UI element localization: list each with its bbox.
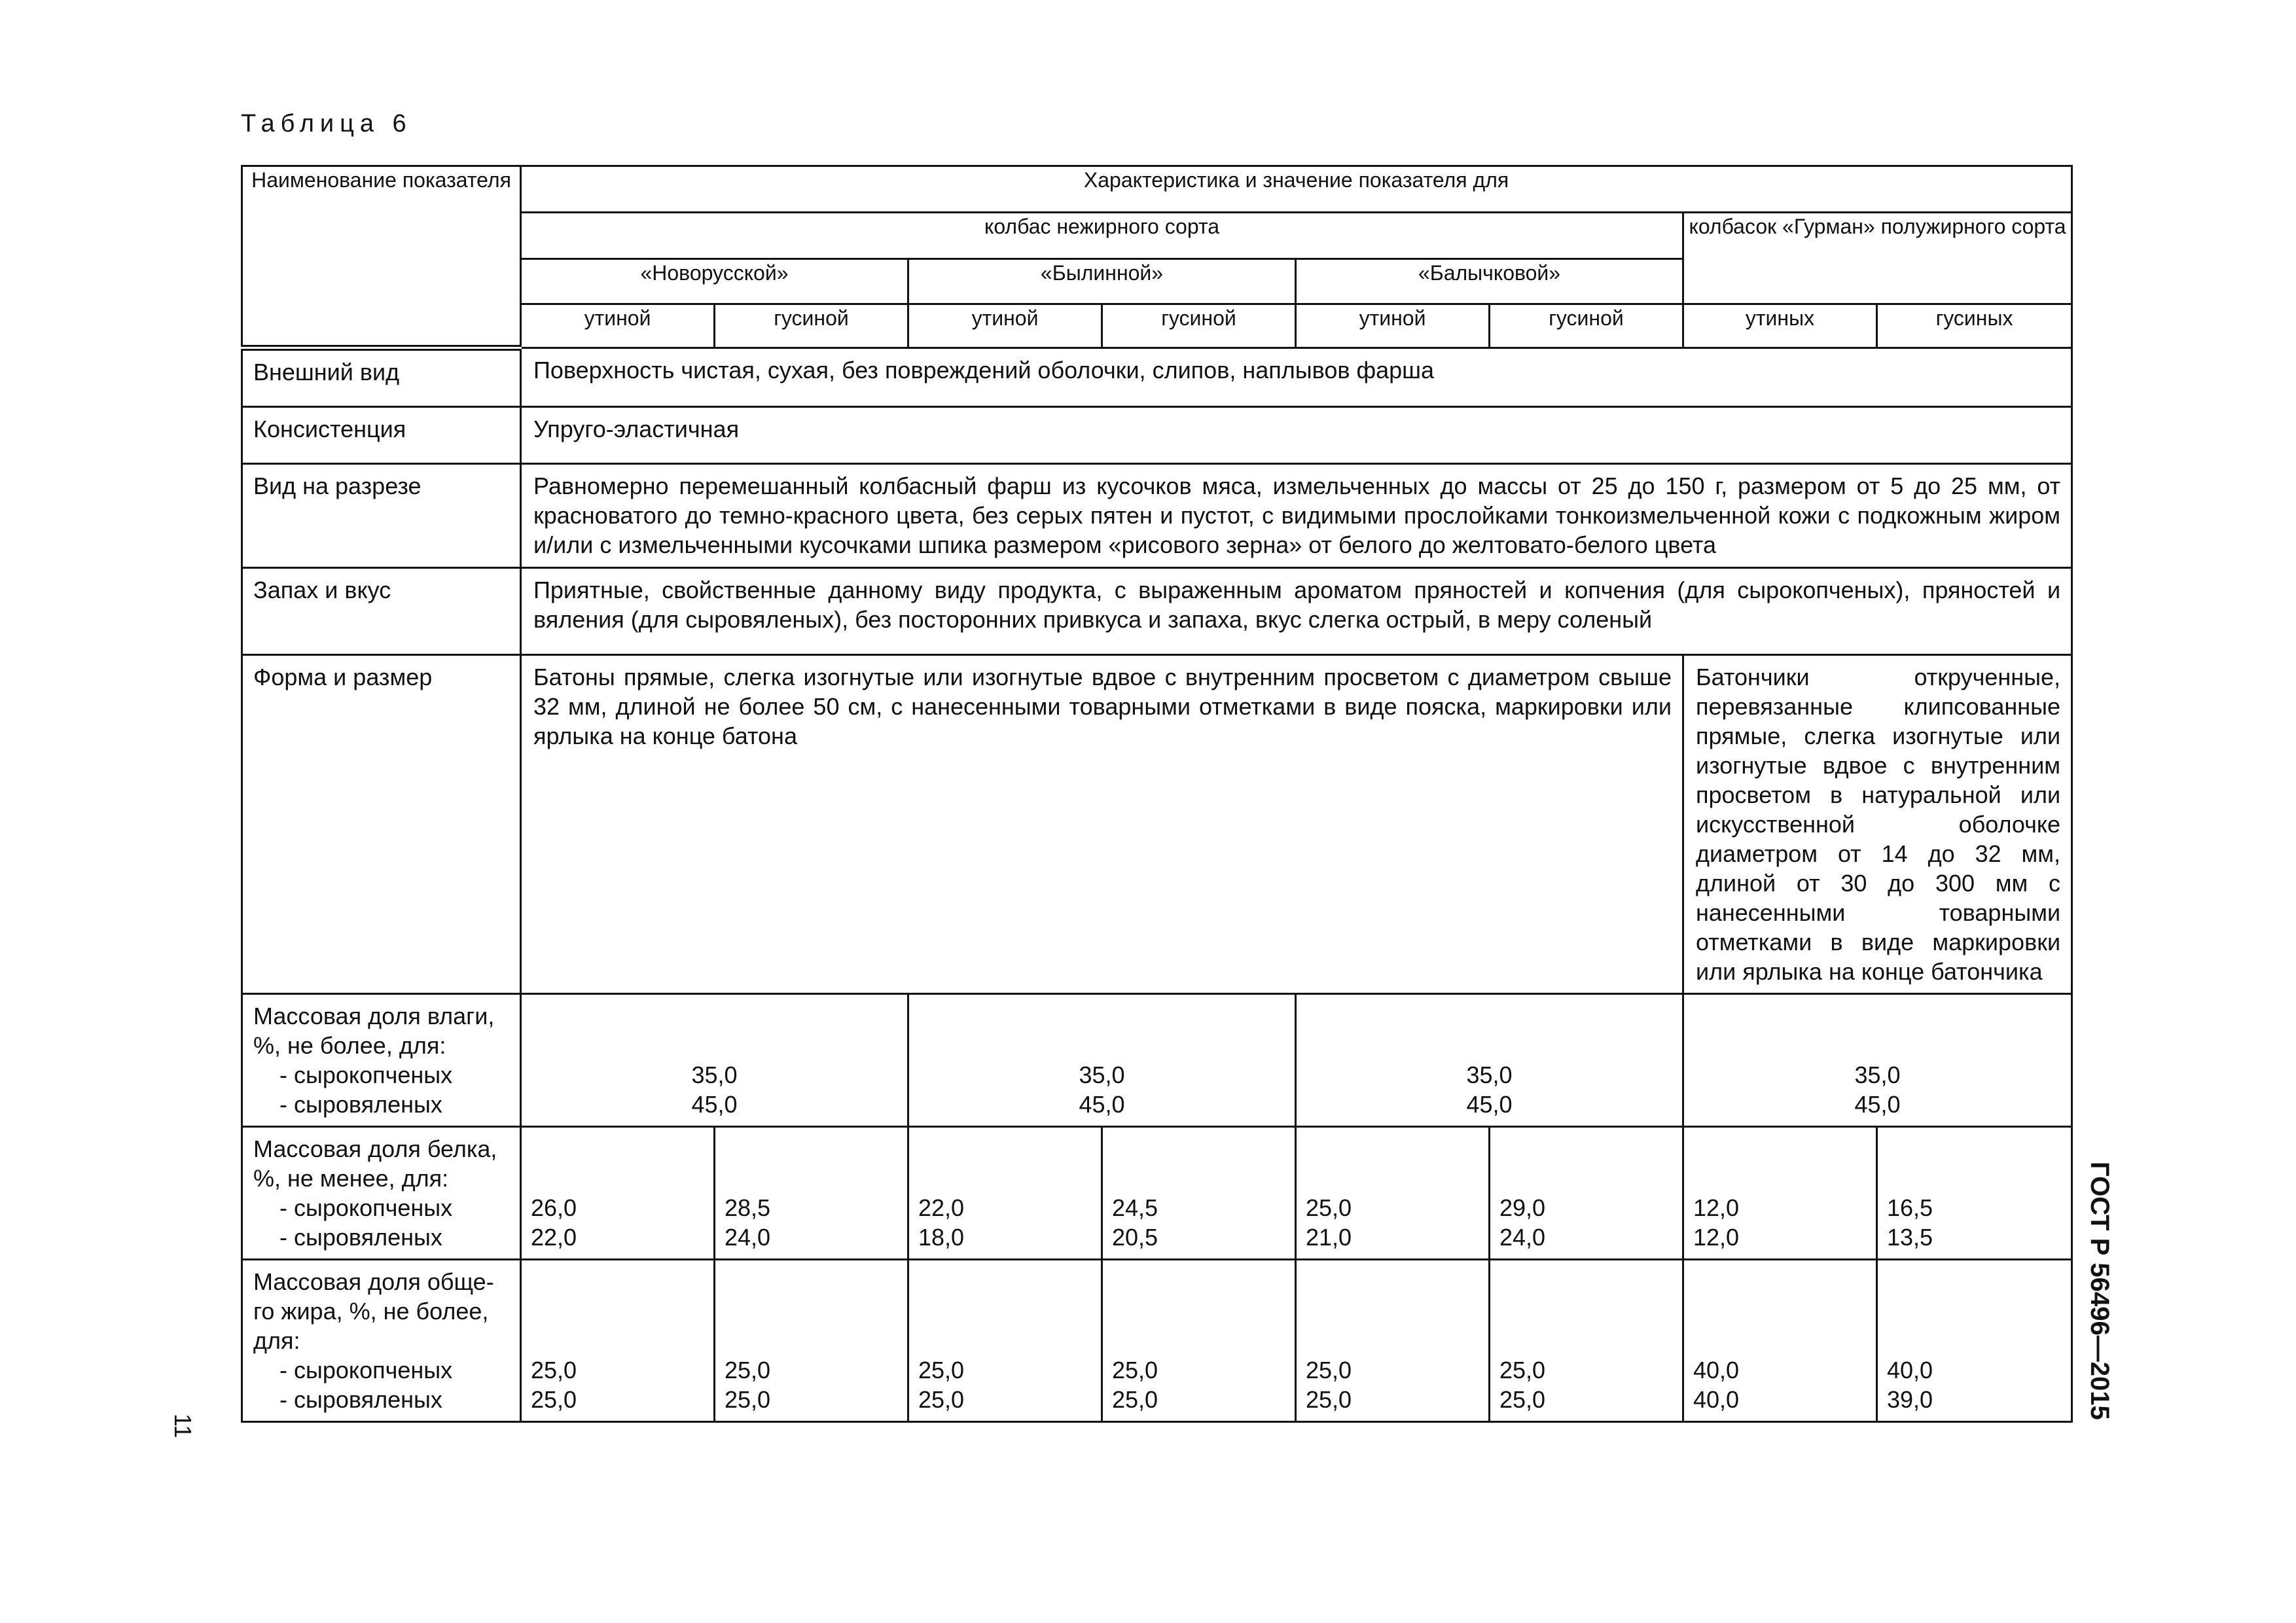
value: 13,5 [1887, 1224, 1933, 1251]
value-cell [1296, 1127, 1490, 1260]
header-sub: гусиной [1490, 304, 1683, 348]
header-row-name: Наименование показателя [242, 166, 521, 348]
value: 12,0 [1693, 1194, 1740, 1221]
label-sub: - сыровяленых [279, 1091, 442, 1118]
header-product: «Балычковой» [1296, 259, 1683, 304]
header-sub: гусиной [1102, 304, 1296, 348]
value: 29,0 [1499, 1194, 1546, 1221]
value: 26,0 [531, 1194, 577, 1221]
value: 28,5 [725, 1194, 771, 1221]
value: 45,0 [1079, 1091, 1125, 1118]
value: 20,5 [1112, 1224, 1158, 1251]
value: 40,0 [1693, 1386, 1740, 1413]
header-sub: утиной [521, 304, 715, 348]
header-product: «Новорусской» [521, 259, 908, 304]
table-row [242, 1127, 2072, 1260]
value: 25,0 [531, 1386, 577, 1413]
value: 25,0 [918, 1357, 965, 1383]
value-cell [1683, 994, 2072, 1127]
table-6 [241, 165, 2073, 1423]
table-row [242, 994, 2072, 1127]
value: 45,0 [1466, 1091, 1513, 1118]
header-sub: гусиных [1877, 304, 2072, 348]
value: 22,0 [918, 1194, 965, 1221]
table-row [242, 464, 2072, 568]
row-label: Вид на разрезе [242, 464, 521, 568]
header-sub: утиных [1683, 304, 1877, 348]
header-product: «Былинной» [908, 259, 1296, 304]
value: 25,0 [531, 1357, 577, 1383]
value-cell [1490, 1260, 1683, 1422]
table-row [242, 568, 2072, 655]
header-characteristic: Характеристика и значение показателя для [521, 166, 2072, 213]
value: 16,5 [1887, 1194, 1933, 1221]
label-line: Массовая доля белка, [253, 1135, 497, 1162]
page-number: 11 [170, 1414, 196, 1438]
value: 40,0 [1887, 1357, 1933, 1383]
row-label: Внешний вид [242, 348, 521, 407]
value-cell [1877, 1260, 2072, 1422]
value: 25,0 [1112, 1386, 1158, 1413]
value: 25,0 [725, 1357, 771, 1383]
header-sub: гусиной [715, 304, 908, 348]
value-cell [1683, 1260, 1877, 1422]
row-value-gurman: Батончики открученные, перевязанные клипсованные прямые, слегка изогнутые или изогнутые вдвое с внутренним просветом в натуральной или искусственной оболочке диаметром от 14 до 32 мм, длиной от 30 до 300 мм с нанесенными товарными отметками в виде маркировки или ярлыка на конце батончика [1683, 655, 2072, 994]
value-cell [1296, 1260, 1490, 1422]
value-cell [715, 1260, 908, 1422]
row-label: Консистенция [242, 407, 521, 464]
value: 35,0 [1079, 1061, 1125, 1088]
label-line: %, не менее, для: [253, 1165, 449, 1192]
value-cell [908, 994, 1296, 1127]
table-row [242, 407, 2072, 464]
header-lean-group: колбас нежирного сорта [521, 213, 1683, 259]
value: 24,0 [1499, 1224, 1546, 1251]
value: 25,0 [1306, 1386, 1352, 1413]
value: 25,0 [1112, 1357, 1158, 1383]
value: 45,0 [1854, 1091, 1901, 1118]
header-sub: утиной [908, 304, 1102, 348]
label-sub: - сырокопченых [279, 1061, 453, 1088]
label-line: для: [253, 1327, 300, 1354]
row-value: Равномерно перемешанный колбасный фарш из кусочков мяса, измельченных до массы от 25 до 150 г, размером от 5 до 25 мм, от красноватого до темно-красного цвета, без серых пятен и пустот, с видимыми прослойками тонкоизмельченной кожи с подкожным жиром и/или с измельченными кусочками шпика размером «рисового зерна» от белого до желтовато-белого цвета [521, 464, 2072, 568]
label-sub: - сыровяленых [279, 1224, 442, 1251]
value-cell [1102, 1127, 1296, 1260]
label-sub: - сырокопченых [279, 1357, 453, 1383]
value: 12,0 [1693, 1224, 1740, 1251]
value: 45,0 [691, 1091, 738, 1118]
value: 25,0 [1499, 1386, 1546, 1413]
label-line: Массовая доля влаги, [253, 1003, 495, 1029]
value-cell [715, 1127, 908, 1260]
value: 18,0 [918, 1224, 965, 1251]
value: 25,0 [1306, 1357, 1352, 1383]
label-sub: - сырокопченых [279, 1194, 453, 1221]
value: 25,0 [918, 1386, 965, 1413]
value: 25,0 [725, 1386, 771, 1413]
value-cell [1102, 1260, 1296, 1422]
row-label [242, 994, 521, 1127]
row-label [242, 1260, 521, 1422]
value: 35,0 [1466, 1061, 1513, 1088]
document-title: ГОСТ Р 56496—2015 [2085, 1162, 2114, 1420]
row-value: Упруго-эластичная [521, 407, 2072, 464]
value: 22,0 [531, 1224, 577, 1251]
label-line: го жира, %, не более, [253, 1298, 489, 1325]
header-sub: утиной [1296, 304, 1490, 348]
table-row [242, 348, 2072, 407]
value-cell [1877, 1127, 2072, 1260]
table-row [242, 655, 2072, 994]
value: 25,0 [1499, 1357, 1546, 1383]
value: 35,0 [1854, 1061, 1901, 1088]
label-line: Массовая доля обще- [253, 1268, 494, 1295]
row-label [242, 1127, 521, 1260]
value: 40,0 [1693, 1357, 1740, 1383]
row-value: Приятные, свойственные данному виду продукта, с выраженным ароматом пряностей и копчения (для сырокопченых), пряностей и вяления (для сыровяленых), без посторонних привкуса и запаха, вкус слегка острый, в меру соленый [521, 568, 2072, 655]
table-caption: Таблица 6 [241, 110, 412, 137]
row-value-lean: Батоны прямые, слегка изогнутые или изогнутые вдвое с внутренним просветом с диаметром свыше 32 мм, длиной не более 50 см, с нанесенными товарными отметками в виде пояска, маркировки или ярлыка на конце батона [521, 655, 1683, 994]
value-cell [1490, 1127, 1683, 1260]
value: 25,0 [1306, 1194, 1352, 1221]
value: 39,0 [1887, 1386, 1933, 1413]
value-cell [1296, 994, 1683, 1127]
value-cell [908, 1127, 1102, 1260]
row-label: Форма и размер [242, 655, 521, 994]
value: 24,5 [1112, 1194, 1158, 1221]
value: 24,0 [725, 1224, 771, 1251]
value: 35,0 [691, 1061, 738, 1088]
table-row [242, 1260, 2072, 1422]
label-line: %, не более, для: [253, 1032, 446, 1059]
value-cell [908, 1260, 1102, 1422]
value-cell [521, 1260, 715, 1422]
value-cell [1683, 1127, 1877, 1260]
value: 21,0 [1306, 1224, 1352, 1251]
header-gurman-group: колбасок «Гурман» полужирного сорта [1683, 213, 2072, 304]
value-cell [521, 1127, 715, 1260]
row-value: Поверхность чистая, сухая, без повреждений оболочки, слипов, наплывов фарша [521, 348, 2072, 407]
row-label: Запах и вкус [242, 568, 521, 655]
label-sub: - сыровяленых [279, 1386, 442, 1413]
value-cell [521, 994, 908, 1127]
